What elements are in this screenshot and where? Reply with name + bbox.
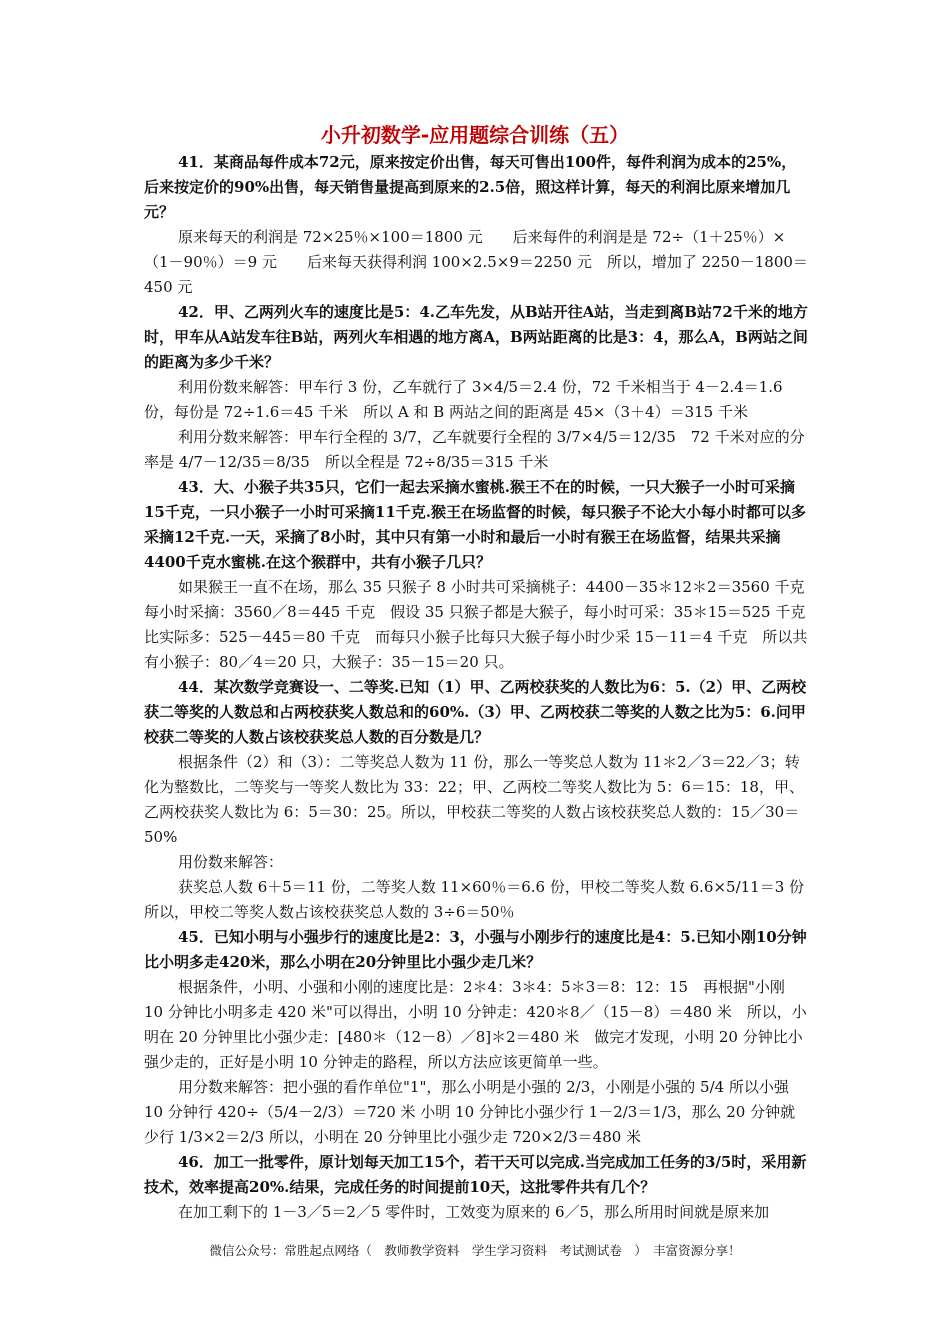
answer-41: 原来每天的利润是 72×25％×100＝1800 元 后来每件的利润是是 72÷（1＋25％）×（1－90％）＝9 元 后来每天获得利润 100×2.5×9＝2250 元 所以，增加了 2250－1800＝450 元 — [144, 228, 808, 296]
question-46: 46．加工一批零件，原计划每天加工15个，若干天可以完成.当完成加工任务的3/5时，采用新技术，效率提高20%.结果，完成任务的时间提前10天，这批零件共有几个？ — [144, 1153, 807, 1196]
answer-42-part-2: 利用分数来解答：甲车行全程的 3/7，乙车就要行全程的 3/7×4/5＝12/35 72 千米对应的分率是 4/7－12/35＝8/35 所以全程是 72÷8/35＝315 千米 — [144, 428, 805, 471]
page-footer: 微信公众号：常胜起点网络（ 教师教学资料 学生学习资料 考试测试卷 ） 丰富资源分享！ — [209, 1243, 741, 1258]
document-body — [144, 150, 821, 1225]
question-45: 45．已知小明与小强步行的速度比是2：3，小强与小刚步行的速度比是4：5.已知小刚10分钟比小明多走420米，那么小明在20分钟里比小强少走几米？ — [144, 928, 807, 971]
question-42: 42．甲、乙两列火车的速度比是5：4.乙车先发，从B站开往A站，当走到离B站72千米的地方时，甲车从A站发车往B站，两列火车相遇的地方离A，B两站距离的比是3：4，那么A，B两站之间的距离为多少千米？ — [144, 303, 808, 371]
question-41: 41．某商品每件成本72元，原来按定价出售，每天可售出100件，每件利润为成本的25%，后来按定价的90%出售，每天销售量提高到原来的2.5倍，照这样计算，每天的利润比原来增加几元？ — [144, 153, 797, 221]
question-43: 43．大、小猴子共35只，它们一起去采摘水蜜桃.猴王不在的时候，一只大猴子一小时可采摘15千克，一只小猴子一小时可采摘11千克.猴王在场监督的时候，每只猴子不论大小每小时都可以多采摘12千克.一天，采摘了8小时，其中只有第一小时和最后一小时有猴王在场监督，结果共采摘4400千克水蜜桃.在这个猴群中，共有小猴子几只？ — [144, 478, 806, 571]
answer-42-part-1: 利用份数来解答：甲车行 3 份，乙车就行了 3×4/5＝2.4 份，72 千米相当于 4－2.4＝1.6 份，每份是 72÷1.6＝45 千米 所以 A 和 B 两站之间的距离是 45×（3＋4）＝315 千米 — [144, 378, 783, 421]
answer-43: 如果猴王一直不在场，那么 35 只猴子 8 小时共可采摘桃子：4400－35＊12＊2＝3560 千克 每小时采摘：3560／8＝445 千克 假设 35 只猴子都是大猴子，每小时可采：35＊15＝525 千克 比实际多：525－445＝80 千克 而每只小猴子比每只大猴子每小时少采 15－11＝4 千克 所以共有小猴子：80／4＝20 只，大猴子：35－15＝20 只。 — [144, 578, 821, 671]
answer-46: 在加工剩下的 1－3／5＝2／5 零件时，工效变为原来的 6／5，那么所用时间就是原来加 — [178, 1203, 770, 1221]
answer-45-part-2: 用分数来解答：把小强的看作单位"1"，那么小明是小强的 2/3，小刚是小强的 5/4 所以小强 10 分钟行 420÷（5/4－2/3）＝720 米 小明 10 分钟比小强少行 1－2/3＝1/3，那么 20 分钟就少行 1/3×2＝2/3 所以，小明在 20 分钟里比小强少走 720×2/3＝480 米 — [144, 1078, 796, 1146]
answer-44-part-1: 根据条件（2）和（3）：二等奖总人数为 11 份，那么一等奖总人数为 11＊2／3＝22／3；转化为整数比，二等奖与一等奖人数比为 33：22；甲、乙两校二等奖人数比为 5：6＝15：18，甲、乙两校获奖人数比为 6：5＝30：25。所以，甲校获二等奖的人数占该校获奖总人数的：15／30＝50% — [144, 753, 804, 846]
question-44: 44．某次数学竞赛设一、二等奖.已知（1）甲、乙两校获奖的人数比为6：5.（2）甲、乙两校获二等奖的人数总和占两校获奖人数总和的60%.（3）甲、乙两校获二等奖的人数之比为5：6.问甲校获二等奖的人数占该校获奖总人数的百分数是几？ — [144, 678, 807, 746]
answer-44-part-2: 用份数来解答： — [178, 853, 284, 871]
answer-44-part-3: 获奖总人数 6＋5＝11 份，二等奖人数 11×60％＝6.6 份，甲校二等奖人数 6.6×5/11＝3 份 所以，甲校二等奖人数占该校获奖总人数的 3÷6＝50％ — [144, 878, 820, 921]
answer-45-part-1: 根据条件，小明、小强和小刚的速度比是：2＊4：3＊4：5＊3＝8：12：15 再根据"小刚 10 分钟比小明多走 420 米"可以得出，小明 10 分钟走：420＊8／（15－8）＝480 米 所以，小明在 20 分钟里比小强少走：[480＊（12－8）／8]＊2＝480 米 做完才发现，小明 20 分钟比小强少走的，正好是小明 10 分钟走的路程，所以方法应该更简单一些。 — [144, 978, 807, 1071]
document-title: 小升初数学-应用题综合训练（五） — [320, 123, 630, 147]
